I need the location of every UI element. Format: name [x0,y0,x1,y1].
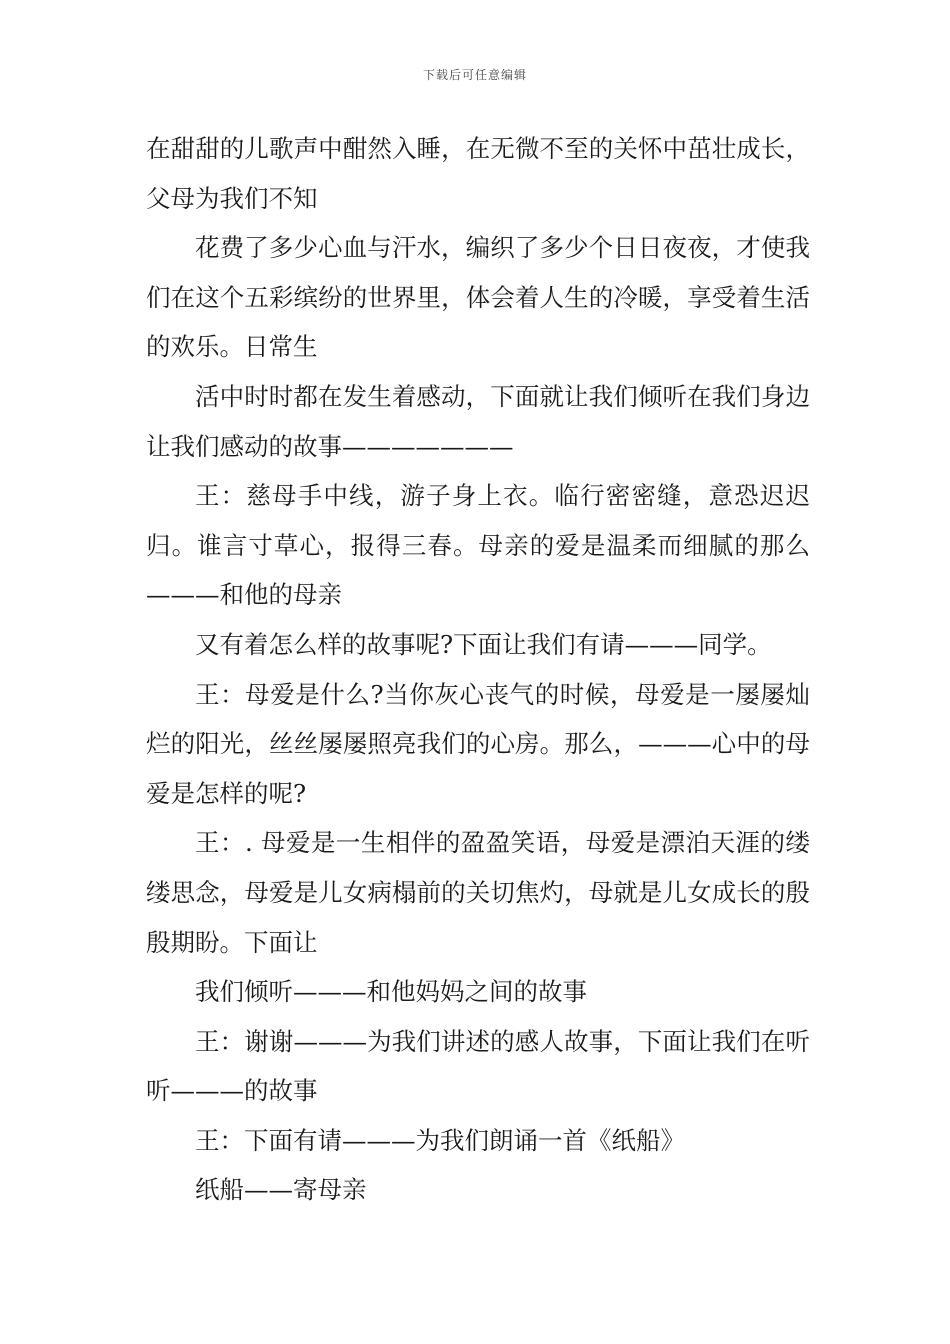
paragraph: 又有着怎么样的故事呢?下面让我们有请———同学。 [195,629,772,659]
document-body [146,124,810,1215]
paragraph: 活中时时都在发生着感动，下面就让我们倾听在我们身边让我们感动的故事——————— [146,381,810,461]
paragraph: 王：母爱是什么?当你灰心丧气的时候，母爱是一屡屡灿烂的阳光，丝丝屡屡照亮我们的心房。那么，———心中的母爱是怎样的呢? [146,679,810,808]
paragraph: 花费了多少心血与汗水，编织了多少个日日夜夜，才使我们在这个五彩缤纷的世界里，体会着人生的冷暖，享受着生活的欢乐。日常生 [146,233,810,362]
paragraph: 王：. 母爱是一生相伴的盈盈笑语，母爱是漂泊天涯的缕缕思念，母爱是儿女病榻前的关切焦灼，母就是儿女成长的殷殷期盼。下面让 [146,828,810,957]
paragraph: 纸船——寄母亲 [195,1175,367,1205]
paragraph: 我们倾听———和他妈妈之间的故事 [195,977,587,1007]
paragraph: 王：下面有请———为我们朗诵一首《纸船》 [195,1125,685,1155]
page-header: 下载后可任意编辑 [422,68,527,82]
paragraph: 在甜甜的儿歌声中酣然入睡，在无微不至的关怀中茁壮成长，父母为我们不知 [146,134,810,213]
paragraph: 王：慈母手中线，游子身上衣。临行密密缝，意恐迟迟归。谁言寸草心，报得三春。母亲的爱是温柔而细腻的那么———和他的母亲 [146,481,810,610]
paragraph: 王：谢谢———为我们讲述的感人故事，下面让我们在听听———的故事 [146,1026,810,1106]
